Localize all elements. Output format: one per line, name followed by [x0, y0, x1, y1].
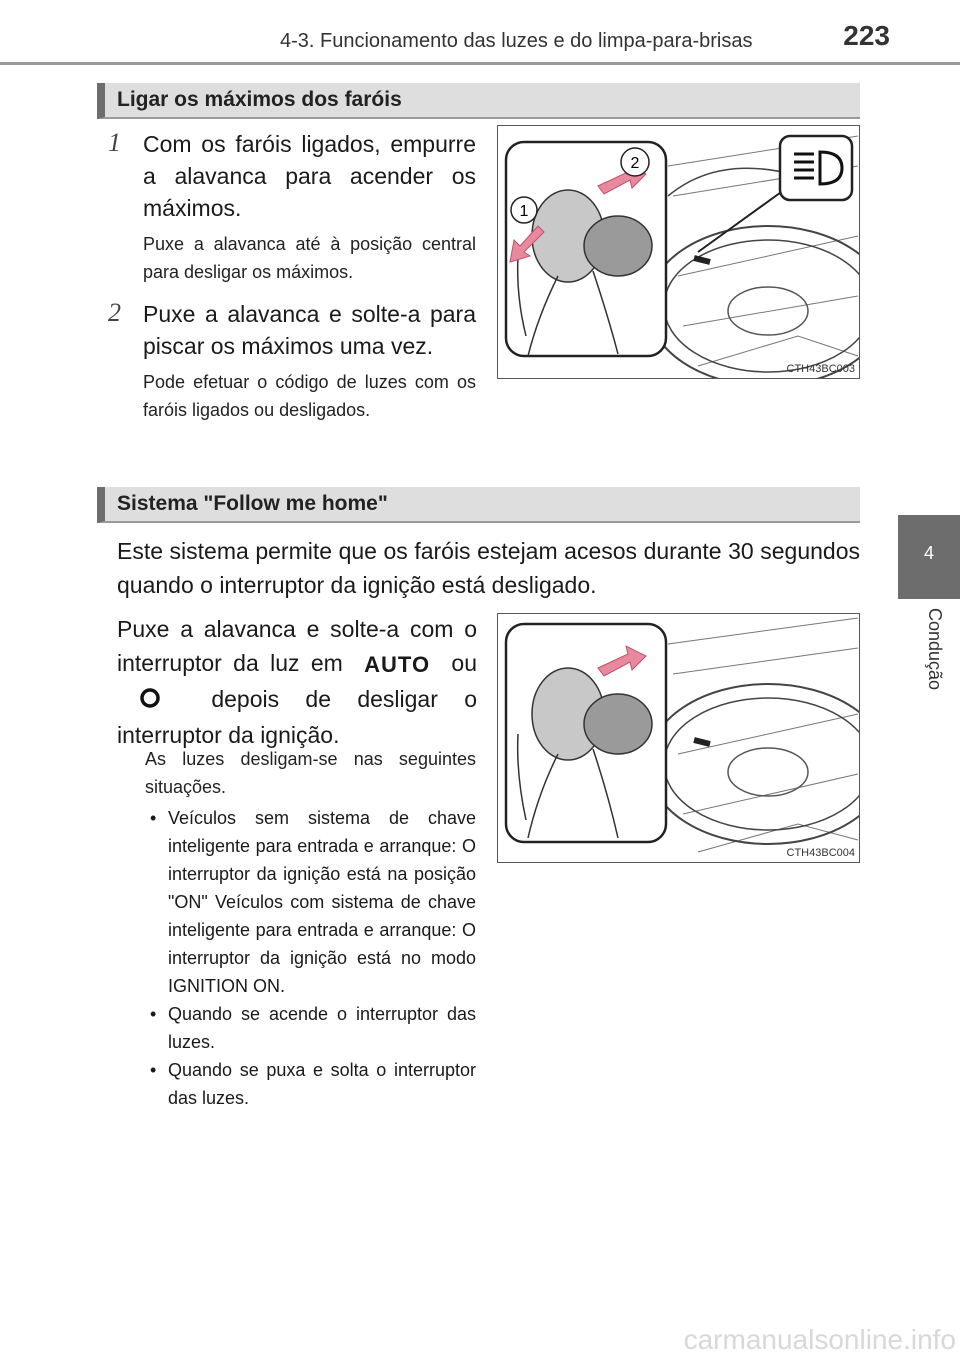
instruction-text-b: depois de desligar o interruptor da ignição. — [117, 685, 477, 748]
follow-me-home-intro: Este sistema permite que os faróis estejam acesos durante 30 segundos quando o interruptor da ignição está desligado. — [117, 538, 860, 598]
step-2-note: Pode efetuar o código de luzes com os faróis ligados ou desligados. — [143, 372, 476, 420]
step-1-text: Com os faróis ligados, empurre a alavanca para acender os máximos. — [143, 131, 476, 221]
page-number: 223 — [843, 20, 890, 51]
list-item — [150, 1000, 476, 1056]
list-item — [150, 804, 476, 1000]
lever-illustration — [498, 126, 859, 378]
figure-callout-2: 2 — [630, 155, 640, 172]
chapter-label: Condução — [925, 608, 945, 691]
step-1-note: Puxe a alavanca até à posição central para desligar os máximos. — [143, 234, 476, 282]
figure-callout-1: 1 — [519, 203, 529, 220]
figure-follow-me-home-lever — [497, 613, 860, 863]
bullet-icon: • — [150, 1060, 157, 1080]
bullet-icon: • — [150, 1004, 157, 1024]
lever-illustration — [498, 614, 859, 862]
instruction-text-a: Puxe a alavanca e solte-a com o interruptor da luz em — [117, 616, 477, 676]
figure-code: CTH43BC003 — [786, 363, 855, 375]
figure-code: CTH43BC004 — [786, 847, 855, 859]
conditions-list — [150, 804, 476, 1112]
step-number-2: 2 — [108, 298, 121, 327]
chapter-number: 4 — [923, 543, 934, 563]
step-2-text: Puxe a alavanca e solte-a para piscar os máximos uma vez. — [143, 301, 476, 359]
bullet-icon: • — [150, 808, 157, 828]
follow-me-home-instruction — [117, 612, 477, 752]
follow-me-home-note: As luzes desligam-se nas seguintes situações. — [145, 749, 476, 797]
running-header: 4-3. Funcionamento das luzes e do limpa-para-brisas — [280, 30, 753, 52]
chapter-tab[interactable] — [898, 515, 960, 599]
headlight-switch-icon — [139, 684, 161, 718]
list-item-text: Veículos sem sistema de chave inteligente para entrada e arranque: O interruptor da ignição está na posição "ON" Veículos com sistema de chave inteligente para entrada e arranque: O interruptor da ignição está no modo IGNITION ON. — [168, 808, 476, 996]
high-beam-icon — [780, 136, 852, 200]
figure-high-beam-lever — [497, 125, 860, 379]
instruction-text-or: ou — [451, 650, 477, 676]
section-heading-follow-me-home — [97, 487, 860, 523]
section-heading-text: Ligar os máximos dos faróis — [117, 88, 402, 111]
section-heading-high-beam — [97, 83, 860, 119]
watermark[interactable]: carmanualsonline.info — [683, 1324, 956, 1355]
list-item — [150, 1056, 476, 1112]
list-item-text: Quando se acende o interruptor das luzes. — [168, 1004, 476, 1052]
auto-switch-icon: AUTO — [364, 651, 431, 677]
section-heading-text: Sistema "Follow me home" — [117, 492, 388, 515]
header-rule — [0, 62, 960, 65]
list-item-text: Quando se puxa e solta o interruptor das luzes. — [168, 1060, 476, 1108]
step-number-1: 1 — [108, 128, 121, 157]
